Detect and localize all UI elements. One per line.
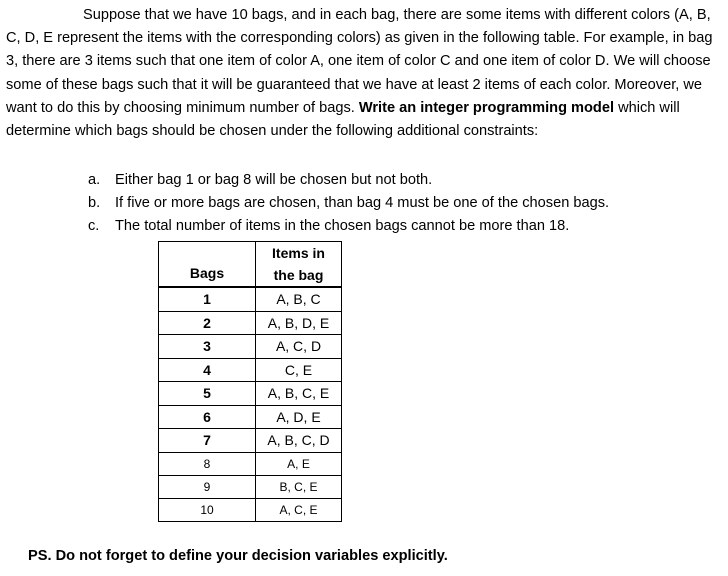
- bag-number: 9: [159, 475, 256, 498]
- bag-items: A, B, C, D: [256, 429, 342, 453]
- bag-items: A, C, D: [256, 335, 342, 359]
- table-row: [159, 335, 342, 359]
- paragraph-text-2: which will determine which bags should be chosen under the following additional constraints:: [6, 99, 680, 140]
- bag-items: A, B, C: [256, 287, 342, 311]
- bag-items: C, E: [256, 358, 342, 382]
- bag-number: 5: [159, 382, 256, 406]
- constraint-text: The total number of items in the chosen bags cannot be more than 18.: [115, 218, 570, 235]
- table-row: [159, 287, 342, 311]
- constraint-item: [88, 215, 609, 238]
- ps-note: PS. Do not forget to define your decision variables explicitly.: [28, 548, 448, 564]
- bag-items: A, E: [256, 452, 342, 475]
- table-row: [159, 475, 342, 498]
- constraint-marker: a.: [88, 172, 101, 188]
- constraint-item: [88, 192, 609, 215]
- bag-number: 4: [159, 358, 256, 382]
- paragraph-bold-instruction: Write an integer programming model: [358, 99, 615, 116]
- constraint-text: Either bag 1 or bag 8 will be chosen but not both.: [115, 172, 433, 188]
- header-items: Items in the bag: [256, 242, 342, 288]
- table-header-row: [159, 242, 342, 288]
- table-row: [159, 311, 342, 335]
- header-bags: Bags: [159, 242, 256, 288]
- bag-number: 8: [159, 452, 256, 475]
- bags-table: [158, 241, 342, 522]
- bag-number: 3: [159, 335, 256, 359]
- constraint-marker: c.: [88, 218, 100, 235]
- table-row: [159, 429, 342, 453]
- table-row: [159, 405, 342, 429]
- problem-paragraph: [6, 4, 722, 143]
- bag-items: A, B, D, E: [256, 311, 342, 335]
- table-row: [159, 382, 342, 406]
- bag-number: 7: [159, 429, 256, 453]
- constraint-item: [88, 169, 609, 192]
- constraints-list: [88, 169, 609, 239]
- bag-items: A, B, C, E: [256, 382, 342, 406]
- bag-number: 10: [159, 498, 256, 521]
- constraint-text: If five or more bags are chosen, than bag 4 must be one of the chosen bags.: [115, 195, 610, 212]
- bag-items: B, C, E: [256, 475, 342, 498]
- paragraph-text-1: Suppose that we have 10 bags, and in each bag, there are some items with different colors (A, B, C, D, E represent the items with the corresponding colors) as given in the following table. For example, in bag 3, there are 3 items such that one item of color A, one item of color C and one item of color D. We will choose some of these bags such that it will be guaranteed that we have at least 2 items of each color. Moreover, we want to do this by choosing minimum number of bags.: [6, 7, 713, 116]
- table-row: [159, 358, 342, 382]
- bag-number: 6: [159, 405, 256, 429]
- bag-items: A, D, E: [256, 405, 342, 429]
- bag-number: 1: [159, 287, 256, 311]
- constraint-marker: b.: [88, 195, 101, 212]
- bag-number: 2: [159, 311, 256, 335]
- bag-items: A, C, E: [256, 498, 342, 521]
- table-row: [159, 452, 342, 475]
- table-row: [159, 498, 342, 521]
